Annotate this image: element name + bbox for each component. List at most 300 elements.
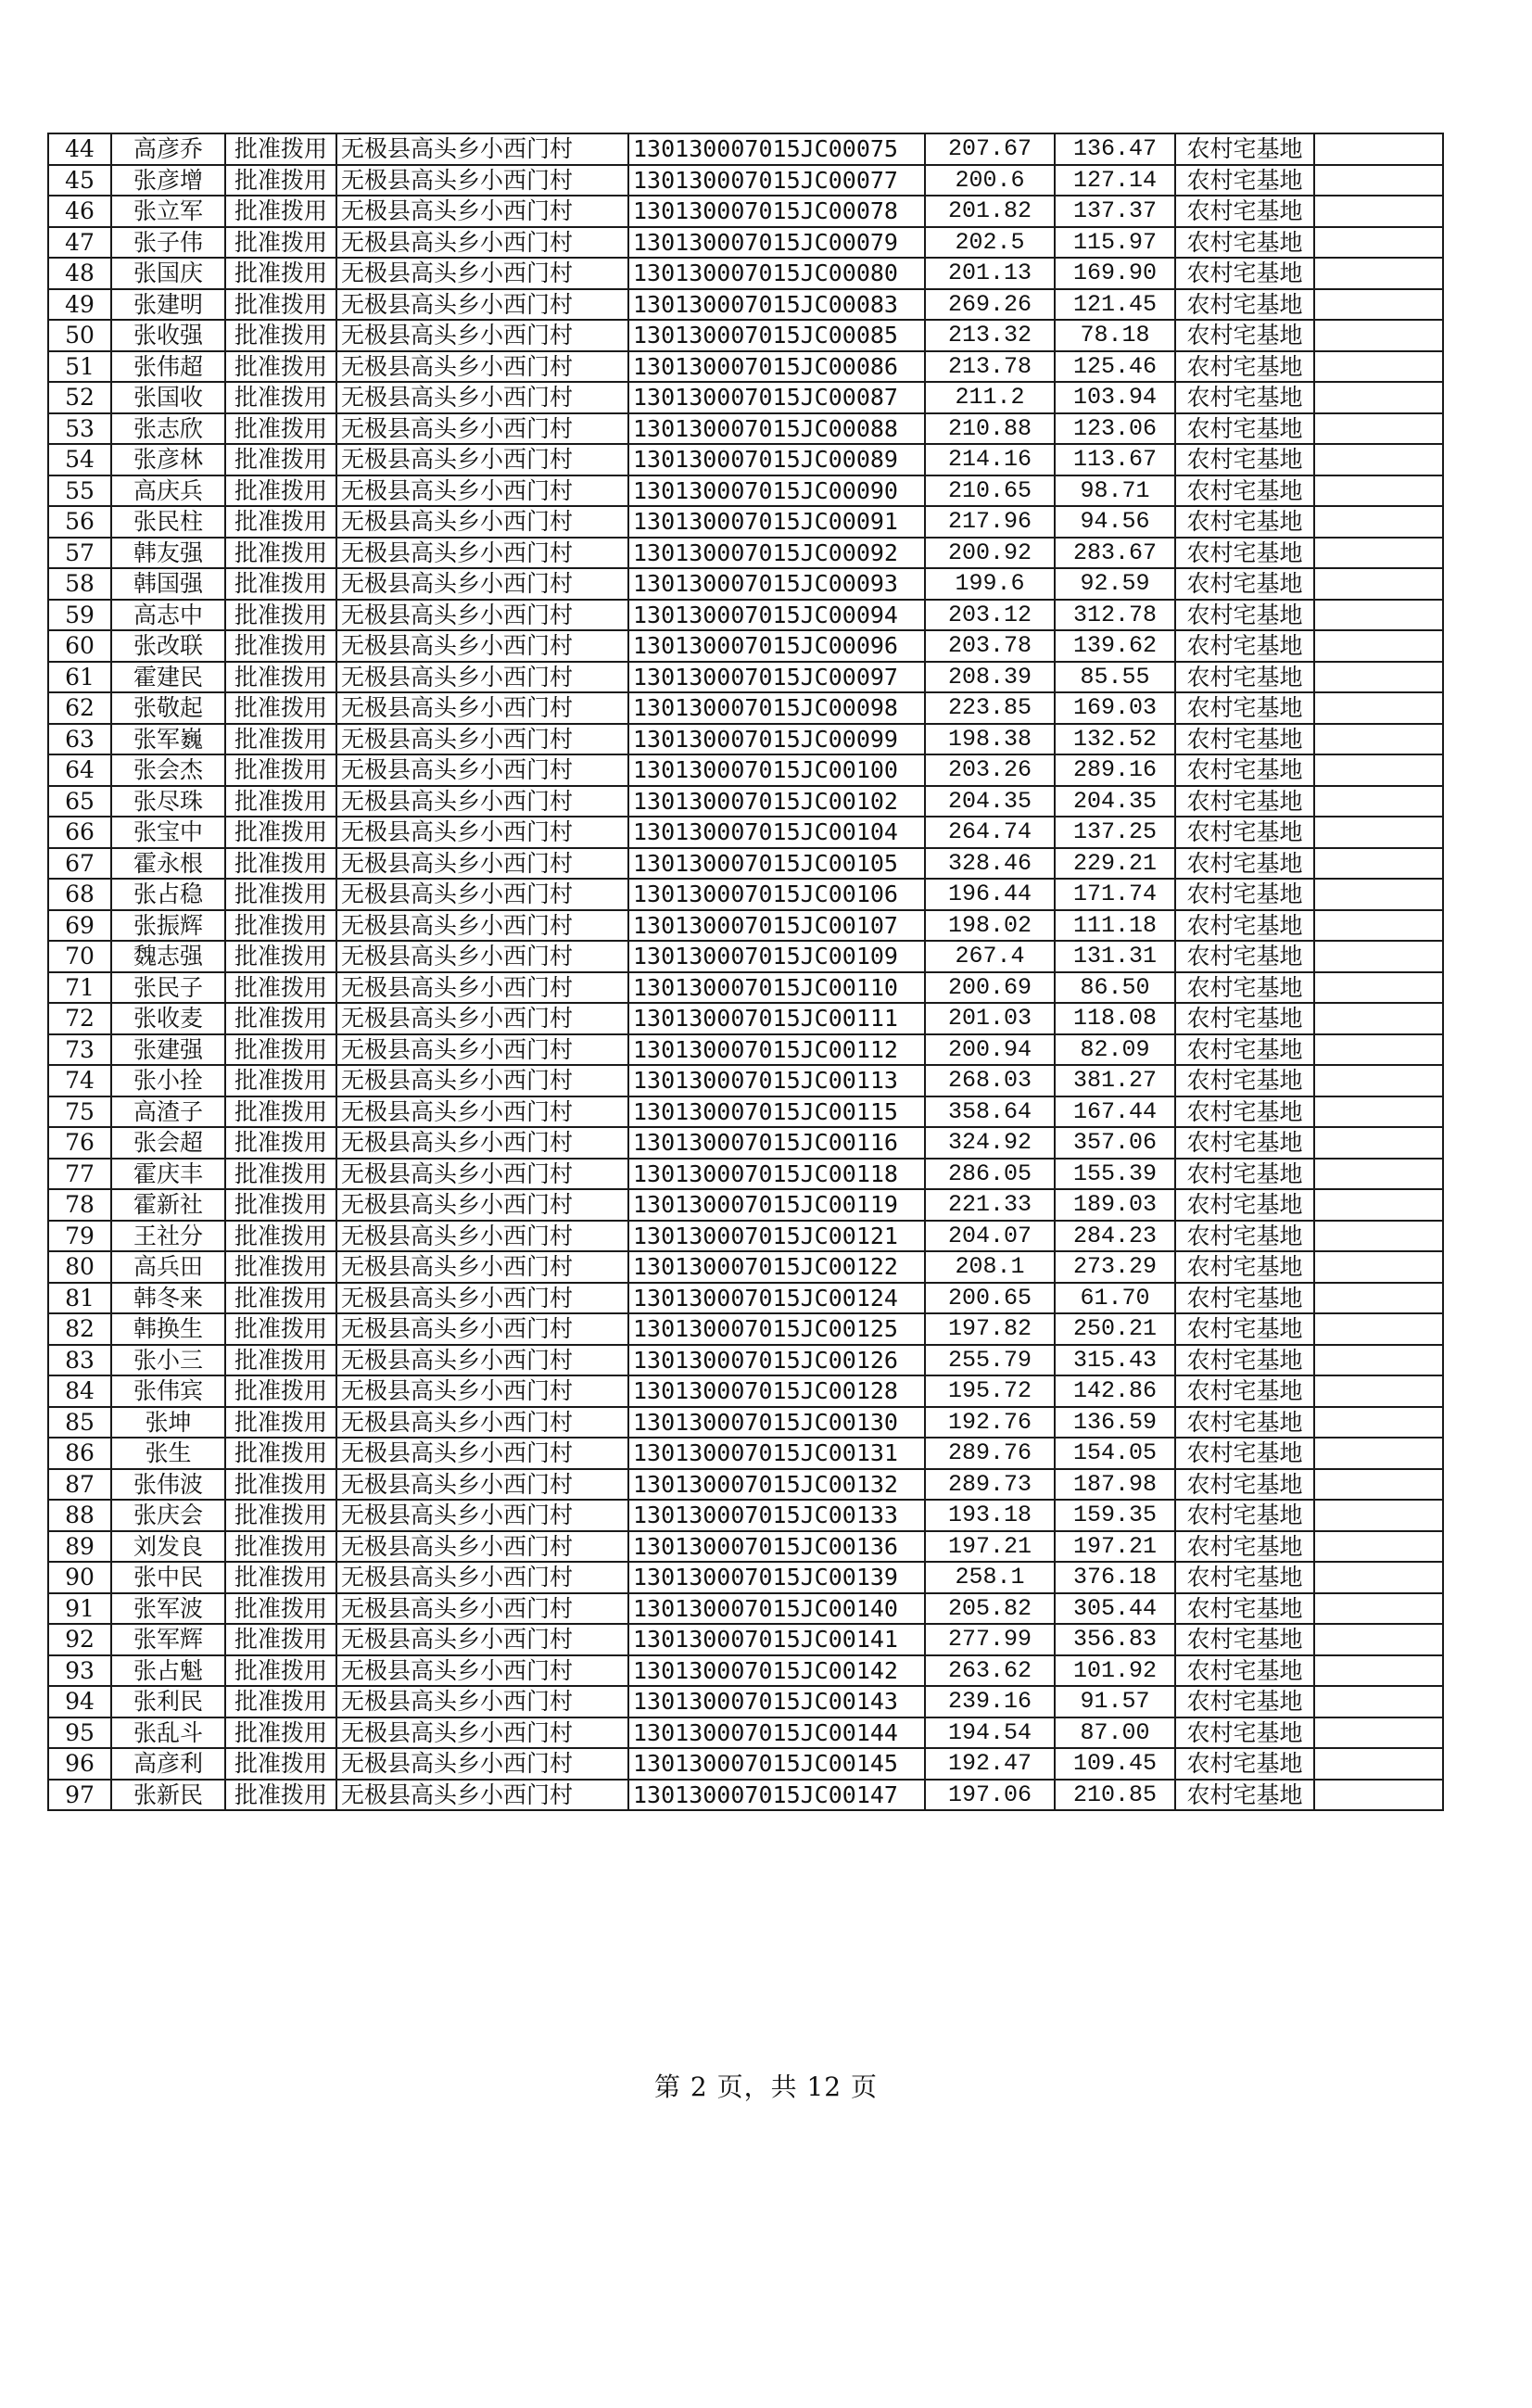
area-2-cell: 250.21 [1055, 1313, 1175, 1345]
owner-name-cell: 韩换生 [111, 1313, 225, 1345]
row-number-cell: 81 [48, 1283, 111, 1314]
area-2-cell: 210.85 [1055, 1780, 1175, 1811]
parcel-code-cell: 130130007015JC00140 [628, 1593, 925, 1625]
location-cell: 无极县高头乡小西门村 [336, 879, 628, 910]
empty-cell [1314, 1531, 1443, 1563]
empty-cell [1314, 1127, 1443, 1159]
land-use-cell: 农村宅基地 [1175, 972, 1314, 1004]
land-use-cell: 农村宅基地 [1175, 382, 1314, 413]
table-row [48, 1500, 1443, 1531]
empty-cell [1314, 289, 1443, 321]
owner-name-cell: 张新民 [111, 1780, 225, 1811]
land-use-cell: 农村宅基地 [1175, 1283, 1314, 1314]
empty-cell [1314, 724, 1443, 755]
land-use-cell: 农村宅基地 [1175, 165, 1314, 196]
area-2-cell: 115.97 [1055, 227, 1175, 259]
area-2-cell: 125.46 [1055, 351, 1175, 383]
area-2-cell: 169.03 [1055, 692, 1175, 724]
approval-type-cell: 批准拨用 [225, 1283, 336, 1314]
parcel-code-cell: 130130007015JC00144 [628, 1717, 925, 1749]
owner-name-cell: 张收麦 [111, 1003, 225, 1034]
table-row [48, 413, 1443, 445]
approval-type-cell: 批准拨用 [225, 754, 336, 786]
parcel-code-cell: 130130007015JC00096 [628, 630, 925, 662]
owner-name-cell: 张伟宾 [111, 1375, 225, 1407]
table-row [48, 600, 1443, 631]
table-row [48, 972, 1443, 1004]
area-2-cell: 305.44 [1055, 1593, 1175, 1625]
approval-type-cell: 批准拨用 [225, 1438, 336, 1469]
land-use-cell: 农村宅基地 [1175, 630, 1314, 662]
area-2-cell: 109.45 [1055, 1748, 1175, 1780]
location-cell: 无极县高头乡小西门村 [336, 351, 628, 383]
table-row [48, 351, 1443, 383]
table-row [48, 692, 1443, 724]
row-number-cell: 68 [48, 879, 111, 910]
empty-cell [1314, 817, 1443, 848]
location-cell: 无极县高头乡小西门村 [336, 258, 628, 289]
parcel-code-cell: 130130007015JC00083 [628, 289, 925, 321]
area-2-cell: 155.39 [1055, 1159, 1175, 1190]
parcel-code-cell: 130130007015JC00145 [628, 1748, 925, 1780]
area-2-cell: 123.06 [1055, 413, 1175, 445]
location-cell: 无极县高头乡小西门村 [336, 1593, 628, 1625]
empty-cell [1314, 662, 1443, 693]
owner-name-cell: 高志中 [111, 600, 225, 631]
owner-name-cell: 张民子 [111, 972, 225, 1004]
area-1-cell: 200.6 [925, 165, 1055, 196]
location-cell: 无极县高头乡小西门村 [336, 848, 628, 880]
empty-cell [1314, 1593, 1443, 1625]
row-number-cell: 85 [48, 1407, 111, 1438]
approval-type-cell: 批准拨用 [225, 1127, 336, 1159]
area-1-cell: 328.46 [925, 848, 1055, 880]
row-number-cell: 53 [48, 413, 111, 445]
parcel-code-cell: 130130007015JC00116 [628, 1127, 925, 1159]
area-1-cell: 289.73 [925, 1469, 1055, 1501]
row-number-cell: 54 [48, 444, 111, 475]
row-number-cell: 82 [48, 1313, 111, 1345]
table-row [48, 848, 1443, 880]
area-1-cell: 207.67 [925, 133, 1055, 165]
empty-cell [1314, 444, 1443, 475]
land-use-cell: 农村宅基地 [1175, 692, 1314, 724]
table-row [48, 1748, 1443, 1780]
owner-name-cell: 张子伟 [111, 227, 225, 259]
parcel-code-cell: 130130007015JC00112 [628, 1034, 925, 1066]
location-cell: 无极县高头乡小西门村 [336, 320, 628, 351]
approval-type-cell: 批准拨用 [225, 1065, 336, 1096]
approval-type-cell: 批准拨用 [225, 382, 336, 413]
empty-cell [1314, 320, 1443, 351]
owner-name-cell: 张国收 [111, 382, 225, 413]
area-2-cell: 229.21 [1055, 848, 1175, 880]
location-cell: 无极县高头乡小西门村 [336, 227, 628, 259]
approval-type-cell: 批准拨用 [225, 786, 336, 817]
approval-type-cell: 批准拨用 [225, 1375, 336, 1407]
location-cell: 无极县高头乡小西门村 [336, 662, 628, 693]
parcel-code-cell: 130130007015JC00121 [628, 1221, 925, 1252]
approval-type-cell: 批准拨用 [225, 1531, 336, 1563]
row-number-cell: 64 [48, 754, 111, 786]
area-1-cell: 193.18 [925, 1500, 1055, 1531]
location-cell: 无极县高头乡小西门村 [336, 506, 628, 538]
table-row [48, 941, 1443, 972]
parcel-code-cell: 130130007015JC00097 [628, 662, 925, 693]
owner-name-cell: 韩冬来 [111, 1283, 225, 1314]
row-number-cell: 61 [48, 662, 111, 693]
land-use-cell: 农村宅基地 [1175, 1221, 1314, 1252]
row-number-cell: 60 [48, 630, 111, 662]
location-cell: 无极县高头乡小西门村 [336, 724, 628, 755]
area-2-cell: 142.86 [1055, 1375, 1175, 1407]
area-1-cell: 194.54 [925, 1717, 1055, 1749]
row-number-cell: 66 [48, 817, 111, 848]
land-use-cell: 农村宅基地 [1175, 1717, 1314, 1749]
owner-name-cell: 张伟超 [111, 351, 225, 383]
owner-name-cell: 张占魁 [111, 1655, 225, 1687]
land-use-cell: 农村宅基地 [1175, 1593, 1314, 1625]
empty-cell [1314, 1686, 1443, 1717]
parcel-code-cell: 130130007015JC00104 [628, 817, 925, 848]
area-1-cell: 358.64 [925, 1096, 1055, 1128]
empty-cell [1314, 538, 1443, 569]
empty-cell [1314, 382, 1443, 413]
empty-cell [1314, 1500, 1443, 1531]
approval-type-cell: 批准拨用 [225, 1096, 336, 1128]
area-1-cell: 196.44 [925, 879, 1055, 910]
land-use-cell: 农村宅基地 [1175, 1655, 1314, 1687]
area-2-cell: 381.27 [1055, 1065, 1175, 1096]
parcel-code-cell: 130130007015JC00125 [628, 1313, 925, 1345]
table-row [48, 1345, 1443, 1376]
empty-cell [1314, 1283, 1443, 1314]
location-cell: 无极县高头乡小西门村 [336, 165, 628, 196]
location-cell: 无极县高头乡小西门村 [336, 1655, 628, 1687]
parcel-code-cell: 130130007015JC00143 [628, 1686, 925, 1717]
area-1-cell: 198.38 [925, 724, 1055, 755]
table-row [48, 910, 1443, 942]
location-cell: 无极县高头乡小西门村 [336, 600, 628, 631]
empty-cell [1314, 692, 1443, 724]
table-row [48, 1096, 1443, 1128]
table-row [48, 1780, 1443, 1811]
owner-name-cell: 张利民 [111, 1686, 225, 1717]
owner-name-cell: 张中民 [111, 1562, 225, 1593]
row-number-cell: 59 [48, 600, 111, 631]
approval-type-cell: 批准拨用 [225, 568, 336, 600]
row-number-cell: 52 [48, 382, 111, 413]
table-row [48, 817, 1443, 848]
approval-type-cell: 批准拨用 [225, 972, 336, 1004]
area-2-cell: 357.06 [1055, 1127, 1175, 1159]
row-number-cell: 83 [48, 1345, 111, 1376]
land-use-cell: 农村宅基地 [1175, 1251, 1314, 1283]
location-cell: 无极县高头乡小西门村 [336, 568, 628, 600]
empty-cell [1314, 1034, 1443, 1066]
land-use-cell: 农村宅基地 [1175, 879, 1314, 910]
parcel-code-cell: 130130007015JC00124 [628, 1283, 925, 1314]
owner-name-cell: 张民柱 [111, 506, 225, 538]
area-2-cell: 204.35 [1055, 786, 1175, 817]
parcel-code-cell: 130130007015JC00091 [628, 506, 925, 538]
approval-type-cell: 批准拨用 [225, 1189, 336, 1221]
location-cell: 无极县高头乡小西门村 [336, 1531, 628, 1563]
parcel-code-cell: 130130007015JC00094 [628, 600, 925, 631]
land-use-cell: 农村宅基地 [1175, 475, 1314, 507]
owner-name-cell: 张小拴 [111, 1065, 225, 1096]
row-number-cell: 84 [48, 1375, 111, 1407]
area-1-cell: 268.03 [925, 1065, 1055, 1096]
area-2-cell: 159.35 [1055, 1500, 1175, 1531]
table-row [48, 1127, 1443, 1159]
area-1-cell: 213.32 [925, 320, 1055, 351]
empty-cell [1314, 786, 1443, 817]
area-2-cell: 101.92 [1055, 1655, 1175, 1687]
empty-cell [1314, 351, 1443, 383]
area-2-cell: 94.56 [1055, 506, 1175, 538]
location-cell: 无极县高头乡小西门村 [336, 538, 628, 569]
land-use-cell: 农村宅基地 [1175, 1189, 1314, 1221]
area-2-cell: 118.08 [1055, 1003, 1175, 1034]
empty-cell [1314, 1562, 1443, 1593]
area-1-cell: 217.96 [925, 506, 1055, 538]
owner-name-cell: 魏志强 [111, 941, 225, 972]
table-row [48, 1717, 1443, 1749]
area-1-cell: 197.21 [925, 1531, 1055, 1563]
approval-type-cell: 批准拨用 [225, 1562, 336, 1593]
location-cell: 无极县高头乡小西门村 [336, 1065, 628, 1096]
location-cell: 无极县高头乡小西门村 [336, 1221, 628, 1252]
area-1-cell: 198.02 [925, 910, 1055, 942]
land-use-cell: 农村宅基地 [1175, 258, 1314, 289]
parcel-code-cell: 130130007015JC00085 [628, 320, 925, 351]
land-use-cell: 农村宅基地 [1175, 1375, 1314, 1407]
land-use-cell: 农村宅基地 [1175, 444, 1314, 475]
location-cell: 无极县高头乡小西门村 [336, 1500, 628, 1531]
parcel-code-cell: 130130007015JC00107 [628, 910, 925, 942]
location-cell: 无极县高头乡小西门村 [336, 1686, 628, 1717]
area-2-cell: 132.52 [1055, 724, 1175, 755]
approval-type-cell: 批准拨用 [225, 1717, 336, 1749]
location-cell: 无极县高头乡小西门村 [336, 630, 628, 662]
empty-cell [1314, 1345, 1443, 1376]
table-row [48, 475, 1443, 507]
parcel-code-cell: 130130007015JC00136 [628, 1531, 925, 1563]
empty-cell [1314, 879, 1443, 910]
owner-name-cell: 韩友强 [111, 538, 225, 569]
location-cell: 无极县高头乡小西门村 [336, 1780, 628, 1811]
approval-type-cell: 批准拨用 [225, 848, 336, 880]
approval-type-cell: 批准拨用 [225, 817, 336, 848]
area-2-cell: 289.16 [1055, 754, 1175, 786]
parcel-code-cell: 130130007015JC00102 [628, 786, 925, 817]
area-1-cell: 264.74 [925, 817, 1055, 848]
area-1-cell: 192.76 [925, 1407, 1055, 1438]
area-2-cell: 376.18 [1055, 1562, 1175, 1593]
row-number-cell: 67 [48, 848, 111, 880]
table-row [48, 662, 1443, 693]
row-number-cell: 65 [48, 786, 111, 817]
empty-cell [1314, 506, 1443, 538]
table-row [48, 133, 1443, 165]
table-row [48, 1221, 1443, 1252]
table-row [48, 1375, 1443, 1407]
area-1-cell: 203.78 [925, 630, 1055, 662]
approval-type-cell: 批准拨用 [225, 1748, 336, 1780]
parcel-code-cell: 130130007015JC00131 [628, 1438, 925, 1469]
table-row [48, 1593, 1443, 1625]
parcel-code-cell: 130130007015JC00139 [628, 1562, 925, 1593]
land-use-cell: 农村宅基地 [1175, 196, 1314, 227]
owner-name-cell: 韩国强 [111, 568, 225, 600]
area-1-cell: 263.62 [925, 1655, 1055, 1687]
row-number-cell: 47 [48, 227, 111, 259]
area-1-cell: 199.6 [925, 568, 1055, 600]
area-2-cell: 98.71 [1055, 475, 1175, 507]
land-use-cell: 农村宅基地 [1175, 506, 1314, 538]
empty-cell [1314, 1189, 1443, 1221]
table-row [48, 1407, 1443, 1438]
location-cell: 无极县高头乡小西门村 [336, 1313, 628, 1345]
approval-type-cell: 批准拨用 [225, 506, 336, 538]
empty-cell [1314, 1251, 1443, 1283]
table-row [48, 1003, 1443, 1034]
land-use-cell: 农村宅基地 [1175, 538, 1314, 569]
parcel-code-cell: 130130007015JC00080 [628, 258, 925, 289]
approval-type-cell: 批准拨用 [225, 258, 336, 289]
approval-type-cell: 批准拨用 [225, 1624, 336, 1655]
area-1-cell: 202.5 [925, 227, 1055, 259]
row-number-cell: 62 [48, 692, 111, 724]
area-1-cell: 200.94 [925, 1034, 1055, 1066]
row-number-cell: 44 [48, 133, 111, 165]
table-row [48, 444, 1443, 475]
area-1-cell: 210.88 [925, 413, 1055, 445]
land-use-cell: 农村宅基地 [1175, 568, 1314, 600]
parcel-code-cell: 130130007015JC00132 [628, 1469, 925, 1501]
parcel-code-cell: 130130007015JC00147 [628, 1780, 925, 1811]
empty-cell [1314, 1159, 1443, 1190]
row-number-cell: 58 [48, 568, 111, 600]
row-number-cell: 51 [48, 351, 111, 383]
empty-cell [1314, 1438, 1443, 1469]
area-1-cell: 239.16 [925, 1686, 1055, 1717]
location-cell: 无极县高头乡小西门村 [336, 1034, 628, 1066]
area-1-cell: 205.82 [925, 1593, 1055, 1625]
location-cell: 无极县高头乡小西门村 [336, 289, 628, 321]
location-cell: 无极县高头乡小西门村 [336, 786, 628, 817]
owner-name-cell: 张小三 [111, 1345, 225, 1376]
area-2-cell: 91.57 [1055, 1686, 1175, 1717]
owner-name-cell: 张敬起 [111, 692, 225, 724]
parcel-code-cell: 130130007015JC00109 [628, 941, 925, 972]
empty-cell [1314, 165, 1443, 196]
land-use-cell: 农村宅基地 [1175, 1748, 1314, 1780]
area-1-cell: 213.78 [925, 351, 1055, 383]
area-2-cell: 92.59 [1055, 568, 1175, 600]
land-use-cell: 农村宅基地 [1175, 848, 1314, 880]
location-cell: 无极县高头乡小西门村 [336, 196, 628, 227]
area-2-cell: 85.55 [1055, 662, 1175, 693]
table-row [48, 1189, 1443, 1221]
approval-type-cell: 批准拨用 [225, 600, 336, 631]
land-use-cell: 农村宅基地 [1175, 1407, 1314, 1438]
parcel-code-cell: 130130007015JC00142 [628, 1655, 925, 1687]
row-number-cell: 71 [48, 972, 111, 1004]
location-cell: 无极县高头乡小西门村 [336, 1003, 628, 1034]
approval-type-cell: 批准拨用 [225, 1313, 336, 1345]
approval-type-cell: 批准拨用 [225, 196, 336, 227]
area-2-cell: 87.00 [1055, 1717, 1175, 1749]
area-1-cell: 204.35 [925, 786, 1055, 817]
area-2-cell: 187.98 [1055, 1469, 1175, 1501]
land-records-table [47, 133, 1444, 1811]
land-use-cell: 农村宅基地 [1175, 320, 1314, 351]
area-1-cell: 223.85 [925, 692, 1055, 724]
empty-cell [1314, 568, 1443, 600]
approval-type-cell: 批准拨用 [225, 1251, 336, 1283]
approval-type-cell: 批准拨用 [225, 1345, 336, 1376]
row-number-cell: 72 [48, 1003, 111, 1034]
parcel-code-cell: 130130007015JC00118 [628, 1159, 925, 1190]
land-use-cell: 农村宅基地 [1175, 1562, 1314, 1593]
land-use-cell: 农村宅基地 [1175, 289, 1314, 321]
area-1-cell: 289.76 [925, 1438, 1055, 1469]
area-2-cell: 78.18 [1055, 320, 1175, 351]
owner-name-cell: 张庆会 [111, 1500, 225, 1531]
location-cell: 无极县高头乡小西门村 [336, 1096, 628, 1128]
owner-name-cell: 张乱斗 [111, 1717, 225, 1749]
area-2-cell: 167.44 [1055, 1096, 1175, 1128]
area-2-cell: 61.70 [1055, 1283, 1175, 1314]
empty-cell [1314, 972, 1443, 1004]
row-number-cell: 89 [48, 1531, 111, 1563]
approval-type-cell: 批准拨用 [225, 692, 336, 724]
parcel-code-cell: 130130007015JC00092 [628, 538, 925, 569]
area-2-cell: 283.67 [1055, 538, 1175, 569]
approval-type-cell: 批准拨用 [225, 1655, 336, 1687]
table-row [48, 1469, 1443, 1501]
row-number-cell: 46 [48, 196, 111, 227]
location-cell: 无极县高头乡小西门村 [336, 1438, 628, 1469]
table-row [48, 724, 1443, 755]
parcel-code-cell: 130130007015JC00079 [628, 227, 925, 259]
approval-type-cell: 批准拨用 [225, 538, 336, 569]
approval-type-cell: 批准拨用 [225, 475, 336, 507]
location-cell: 无极县高头乡小西门村 [336, 1159, 628, 1190]
area-2-cell: 121.45 [1055, 289, 1175, 321]
approval-type-cell: 批准拨用 [225, 289, 336, 321]
page-number: 第 2 页，共 12 页 [653, 2072, 879, 2102]
row-number-cell: 49 [48, 289, 111, 321]
table-row [48, 320, 1443, 351]
empty-cell [1314, 1065, 1443, 1096]
owner-name-cell: 张建强 [111, 1034, 225, 1066]
table-row [48, 1438, 1443, 1469]
approval-type-cell: 批准拨用 [225, 1780, 336, 1811]
owner-name-cell: 张生 [111, 1438, 225, 1469]
area-1-cell: 204.07 [925, 1221, 1055, 1252]
row-number-cell: 88 [48, 1500, 111, 1531]
empty-cell [1314, 1655, 1443, 1687]
parcel-code-cell: 130130007015JC00111 [628, 1003, 925, 1034]
owner-name-cell: 张会杰 [111, 754, 225, 786]
area-2-cell: 127.14 [1055, 165, 1175, 196]
area-2-cell: 136.59 [1055, 1407, 1175, 1438]
location-cell: 无极县高头乡小西门村 [336, 1469, 628, 1501]
owner-name-cell: 张伟波 [111, 1469, 225, 1501]
